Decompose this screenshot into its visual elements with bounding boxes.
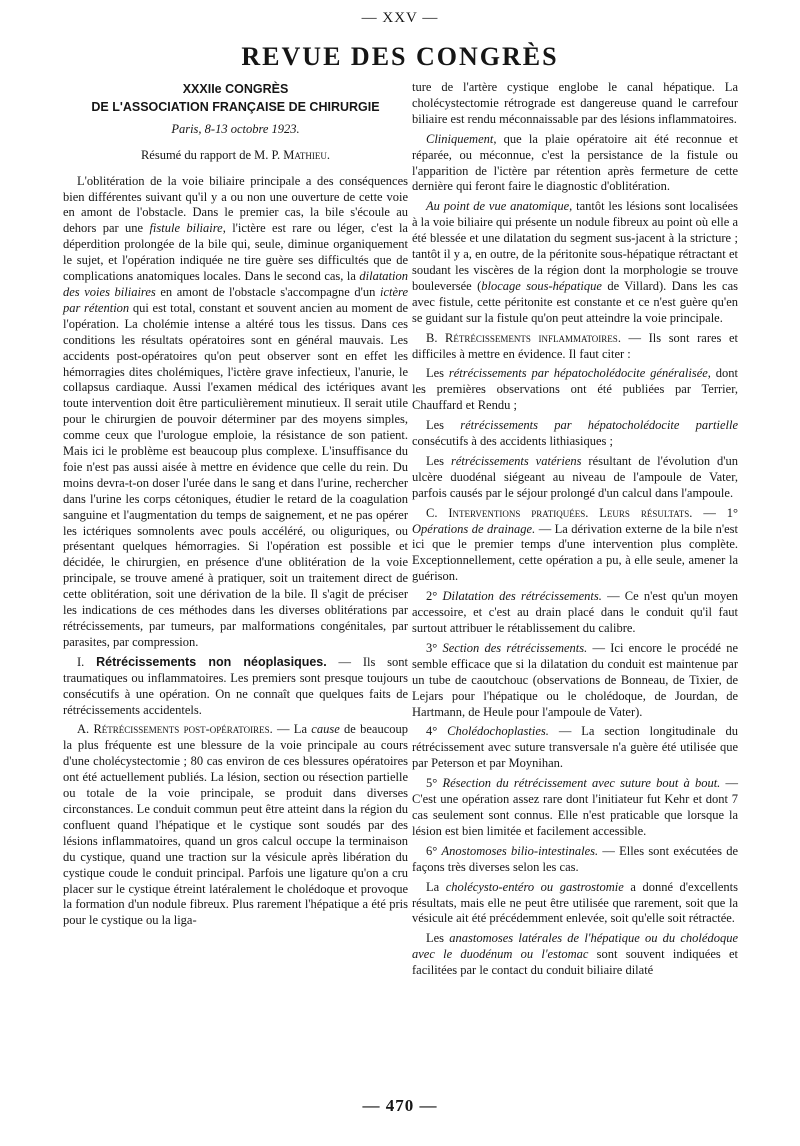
list-number: 2° — [426, 589, 443, 604]
paragraph-clinique — [412, 132, 738, 196]
paragraph-section-C — [412, 506, 738, 586]
list-number: 3° — [426, 640, 443, 655]
italic-term: Section des rétrécissements. — [442, 640, 588, 655]
list-number: 6° — [426, 843, 442, 858]
text-run: , tantôt les lésions sont localisées à la voie biliaire qui présente un nodule fibreux au point où elle a été blessée et une dilatation du segment sus-jacent à la stricture ; tantôt il y a, en outre, de la péritonite sous-hépatique rétractant et soudant les viscères de la région dont la morphologie se trouve bouleversée ( — [412, 199, 738, 293]
text-run: Les — [426, 931, 450, 946]
text-run: consécutifs à des accidents lithiasiques ; — [412, 434, 613, 449]
paragraph-section-I — [63, 655, 408, 719]
page-roman-numeral: — XXV — — [361, 10, 439, 26]
text-run: Les — [426, 453, 451, 468]
text-run: — Elles sont exécutées de façons très diverses selon les cas. — [412, 843, 738, 874]
italic-term: rétrécissements par hépatocholédocite partielle — [460, 418, 738, 433]
text-run: — Ils sont traumatiques ou inflammatoires. Les premiers sont presque toujours consécutifs à une opération. On ne connaît que quelques faits de rétrécissements accidentels. — [63, 654, 409, 717]
text-run: , dont les premières observations ont été publiées par Terrier, Chauffard et Rendu ; — [412, 366, 738, 413]
paragraph-hepatocholedocite-generalisee — [412, 366, 738, 414]
list-number: 5° — [426, 776, 443, 791]
text-run: qui est total, constant et souvent ancien au moment de l'opération. La cholémie intense a altéré tous les tissus. Dans ces conditions les résultats opératoires sont en général mauvais. Les accidents post-opératoires qu'on peut observer sont en effet les hémorragies dites cholémiques, l'ictère grave infectieux, l'anurie, le collapsus cardiaque. Aussi l'examen médical des ictériques avant toute intervention doit être particulièrement minutieux. Il serait utile pour le chirurgien de pouvoir déterminer par des moyens simples, comme ceux que l'urologue emploie, la résistance de son patient. Mais ici le problème est beaucoup plus complexe. L'insuffisance du foie n'est pas aussi aisée à mettre en évidence que celle du rein. Du moins devra-t-on doser l'urée dans le sang et dans l'urine, rechercher dans l'urine les corps cétoniques, étudier le retard de la coagulation sanguine et l'augmentation du temps de saignement, et ne pas opérer les ictériques somnolents avec pouls accéléré, ou oliguriques, ou présentant quelques hémorragies. Si l'opération est possible et décidée, le chirurgien, en présence d'une oblitération de la voie principale, se trouve amené à pratiquer, soit un traitement direct de cette oblitération, soit une dérivation de la bile. Il s'agit de préciser les indications de ces méthodes dans les diverses oblitérations par rétrécissements, par tumeurs, par malformations congénitales, par parasites, par compression. — [63, 300, 408, 649]
italic-term: rétrécissements par hépatocholédocite généralisée — [448, 366, 708, 381]
text-run: de Villard). Dans les cas avec fistule, cette péritonite est constante et ce n'est guère qu'en se guidant sur la fistule qu'on peut atteindre la voie principale. — [412, 278, 738, 325]
section-letter: B. — [426, 330, 446, 345]
text-run: a donné d'excellents résultats, mais elle ne peut être utilisée que rarement, soit que la vésicule ait été précédemment enlevée, soit qu'elle soit rétractée. — [412, 879, 739, 926]
subsection-heading: Rétrécissements post-opératoires. — [93, 722, 273, 737]
text-run: — La dérivation externe de la bile n'est ici que le premier temps d'une intervention plus complète. Exceptionnellement, cette opération a pu, à elle seule, amener la guérison. — [412, 521, 739, 584]
text-run: — C'est une opération assez rare dont l'initiateur fut Kehr et dont 7 cas seulement sont connus. Elle n'est praticable que lorsque la lésion est bien limitée et facilement accessible. — [412, 776, 739, 838]
text-run: , que la plaie opératoire ait été reconnue et réparée, ou méconnue, c'est la persistance de la fistule ou l'apparition de l'ictère par rétention après fermeture de cette dernière qui feront faire le diagnostic d'oblitération. — [412, 131, 738, 194]
text-run: sont souvent indiquées et facilitées par le contact du conduit biliaire dilaté — [412, 947, 738, 978]
italic-term: anastomoses latérales de l'hépatique ou du cholédoque avec le duodénum ou l'estomac — [412, 931, 738, 962]
text-run: — La — [272, 722, 312, 737]
text-run: — La section longitudinale du rétrécissement avec suture transversale n'a guère été utilisée que par Peterson et par Moynihan. — [412, 724, 739, 771]
paragraph-cholecysto — [412, 880, 738, 928]
paragraph-dilatation — [412, 589, 738, 637]
italic-term: Cholédochoplasties. — [447, 724, 549, 739]
italic-term: Anostomoses bilio-intestinales. — [441, 843, 599, 858]
text-run: — Ils sont rares et difficiles à mettre en évidence. Il faut citer : — [412, 330, 738, 361]
list-number: 4° — [426, 724, 448, 739]
section-letter: C. — [426, 505, 449, 520]
left-column — [63, 80, 408, 933]
paragraph-resection — [412, 776, 738, 840]
text-run: , l'ictère est rare ou léger, c'est la déperdition prolongée de la bile qui, seule, diminue organiquement le sujet, et l'opération indiquée ne tire guère ses difficultés que de complications anatomiques locales. Dans le second cas, la — [63, 221, 408, 284]
italic-term: fistule biliaire — [149, 221, 223, 236]
section-number: I. — [77, 654, 97, 669]
paragraph-introduction — [63, 174, 408, 651]
section-heading: Rétrécissements non néoplasiques. — [96, 654, 327, 669]
congress-title: XXXIIe CONGRÈS — [182, 82, 289, 96]
italic-term: rétrécissements vatériens — [450, 453, 582, 468]
paragraph-anatomique — [412, 199, 738, 326]
italic-term: blocage sous-hépatique — [481, 278, 602, 293]
page-number: — 470 — — [362, 1096, 438, 1115]
text-run: — Ce n'est qu'un moyen accessoire, et c'est au drain placé dans le conduit qu'il faut surtout attribuer le rétablissement du calibre. — [412, 589, 738, 635]
report-author: M. P. Mathieu. — [254, 147, 331, 162]
subsection-heading: Interventions pratiquées. Leurs résultats. — [448, 505, 693, 520]
italic-term: Dilatation des rétrécissements. — [442, 589, 602, 604]
italic-term: Cliniquement — [426, 131, 494, 146]
paragraph-section — [412, 641, 738, 721]
text-run: L'oblitération de la voie biliaire principale a des conséquences bien différentes suivant qu'il y a ou non une ouverture de cette voie en amont de l'obstacle. Dans le premier cas, la bile s'écoule au dehors par une — [63, 173, 408, 236]
text-run: résultant de l'évolution d'un ulcère duodénal siégeant au niveau de l'ampoule de Vater, parfois causés par le séjour prolongé d'un calcul dans l'ampoule. — [412, 453, 738, 500]
text-run: — Ici encore le procédé ne semble efficace que si la dilatation du conduit est maintenue par un tube de caoutchouc (observations de Bonneau, de Tixier, de Lejars pour l'hépatique ou le cholédoque, de Jourdan, de Hartmann, de Heule pour l'ampoule de Vater). — [412, 640, 739, 719]
congress-subtitle: DE L'ASSOCIATION FRANÇAISE DE CHIRURGIE — [91, 99, 380, 114]
right-column — [412, 80, 738, 983]
text-run: Les — [426, 366, 449, 381]
italic-term: ictère par rétention — [63, 284, 408, 315]
italic-term: Résection du rétrécissement avec suture bout à bout. — [442, 776, 721, 791]
text-run: — 1° — [692, 505, 738, 520]
paragraph-section-B — [412, 331, 738, 363]
subsection-heading: Rétrécissements inflammatoires. — [445, 330, 621, 345]
text-run: La — [426, 879, 446, 894]
italic-term: Opérations de drainage. — [412, 521, 536, 536]
text-run: de beaucoup la plus fréquente est une blessure de la voie principale au cours d'une cholécystectomie ; 80 cas environ de ces blessures opératoires ont été actuellement publiés. La lésion, section ou résection partielle ou totale de la voie principale, se produit dans diverses circonstances. Le conduit commun peut être atteint dans la région du confluent quand l'hépatique et le cystique sont soudés par des lésions inflammatoires, quand un gros calcul occupe la terminaison du cystique, quand une traction sur la vésicule après libération du cystique coude le conduit principal. Parfois une ligature qu'on a cru placer sur le cystique étreint latéralement le cholédoque et provoque la formation d'un nodule fibreux. Plus rarement l'hépatique a été pris pour le cystique ou la liga- — [63, 722, 409, 928]
paragraph-choledochoplasties — [412, 724, 738, 772]
section-title: REVUE DES CONGRÈS — [241, 42, 559, 71]
paragraph-vateriens — [412, 454, 738, 502]
congress-place-date: Paris, 8-13 octobre 1923. — [171, 121, 300, 136]
italic-term: cholécysto-entéro ou gastrostomie — [445, 879, 624, 894]
italic-term: cause — [311, 722, 340, 737]
paragraph-continuation: ture de l'artère cystique englobe le canal hépatique. La cholécystectomie rétrograde est dangereuse quand le carrefour biliaire est rendu méconnaissable par des lésions inflammatoires. — [412, 80, 738, 126]
paragraph-section-A — [63, 722, 408, 929]
section-letter: A. — [77, 722, 94, 737]
italic-term: Au point de vue anatomique — [426, 199, 570, 214]
text-run: Les — [426, 418, 461, 433]
text-run: en amont de l'obstacle s'accompagne d'un — [155, 284, 380, 299]
paragraph-hepatocholedocite-partielle — [412, 418, 738, 450]
italic-term: dilatation des voies biliaires — [63, 269, 408, 299]
paragraph-anastomoses — [412, 844, 738, 876]
resume-prefix: Résumé du rapport de — [140, 147, 255, 162]
paragraph-anastomoses-laterales — [412, 931, 738, 979]
report-attribution — [63, 148, 408, 164]
